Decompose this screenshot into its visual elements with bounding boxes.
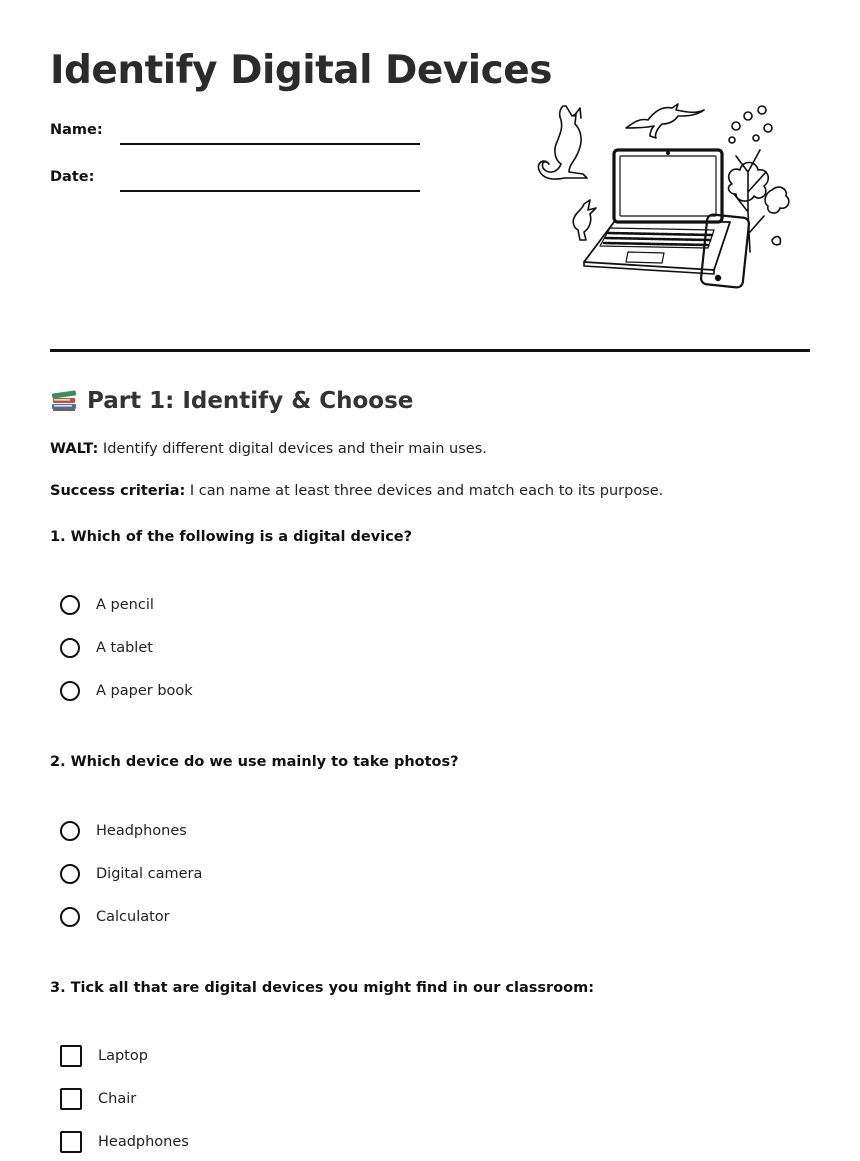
checkbox[interactable] xyxy=(60,1131,82,1153)
q3-option-headphones[interactable] xyxy=(60,1129,189,1155)
checkbox[interactable] xyxy=(60,1088,82,1110)
option-label: Headphones xyxy=(98,1134,189,1150)
option-label: Chair xyxy=(98,1091,137,1107)
date-field[interactable] xyxy=(120,190,420,192)
q3-option-chair[interactable] xyxy=(60,1086,136,1112)
q1-option-tablet[interactable] xyxy=(60,635,153,661)
date-label: Date: xyxy=(50,169,95,185)
option-label: Laptop xyxy=(98,1048,148,1064)
walt-text xyxy=(50,441,487,457)
section-divider xyxy=(50,349,810,352)
q1-option-pencil[interactable] xyxy=(60,592,154,618)
q2-option-calculator[interactable] xyxy=(60,904,170,930)
q2-option-headphones[interactable] xyxy=(60,818,187,844)
radio-button[interactable] xyxy=(60,864,80,884)
name-label: Name: xyxy=(50,122,103,138)
page-title: Identify Digital Devices xyxy=(50,48,552,93)
success-criteria-text xyxy=(50,483,663,499)
name-field[interactable] xyxy=(120,143,420,145)
q2-option-digital-camera[interactable] xyxy=(60,861,202,887)
option-label: Digital camera xyxy=(96,866,203,882)
q1-option-paper-book[interactable] xyxy=(60,678,193,704)
walt-body: Identify different digital devices and their main uses. xyxy=(98,441,487,457)
question-1: 1. Which of the following is a digital device? xyxy=(50,529,413,545)
devices-illustration-icon xyxy=(536,92,798,292)
option-label: Calculator xyxy=(96,909,170,925)
question-3: 3. Tick all that are digital devices you might find in our classroom: xyxy=(50,980,595,996)
section-heading-part1 xyxy=(50,388,413,414)
q3-option-laptop[interactable] xyxy=(60,1043,148,1069)
walt-label: WALT: xyxy=(50,441,99,457)
question-2: 2. Which device do we use mainly to take photos? xyxy=(50,754,459,770)
option-label: Headphones xyxy=(96,823,187,839)
books-icon xyxy=(50,388,78,414)
checkbox[interactable] xyxy=(60,1045,82,1067)
radio-button[interactable] xyxy=(60,907,80,927)
option-label: A tablet xyxy=(96,640,153,656)
radio-button[interactable] xyxy=(60,681,80,701)
radio-button[interactable] xyxy=(60,595,80,615)
success-criteria-label: Success criteria: xyxy=(50,483,186,499)
radio-button[interactable] xyxy=(60,821,80,841)
section-heading-text: Part 1: Identify & Choose xyxy=(87,388,414,414)
option-label: A paper book xyxy=(96,683,193,699)
success-criteria-body: I can name at least three devices and match each to its purpose. xyxy=(185,483,664,499)
option-label: A pencil xyxy=(96,597,154,613)
radio-button[interactable] xyxy=(60,638,80,658)
